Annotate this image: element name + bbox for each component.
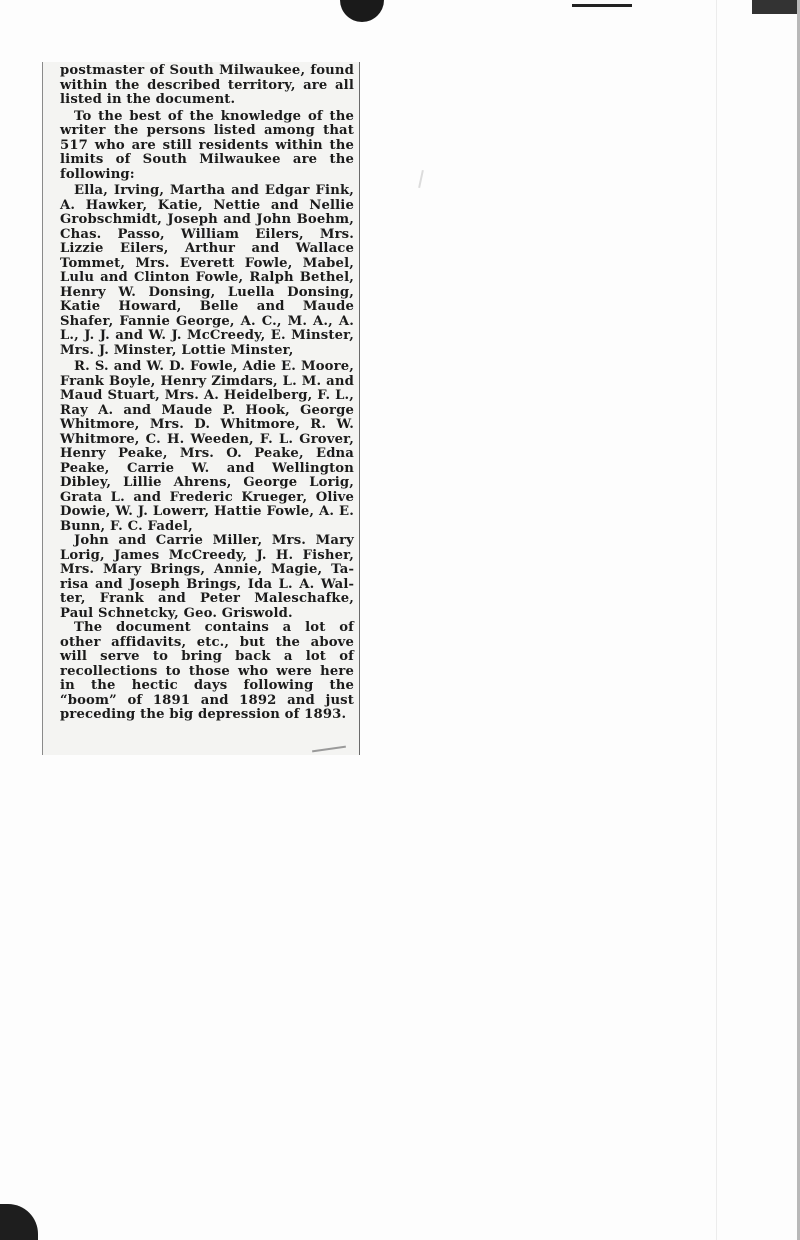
paragraph-1: postmaster of South Milwaukee, found within the described territory, are all listed in the document. bbox=[60, 63, 354, 107]
page-fold-line bbox=[716, 0, 717, 1240]
ink-mark-top bbox=[572, 4, 632, 7]
bleed-through-mark bbox=[418, 170, 424, 188]
paragraph-2: To the best of the knowledge of the writer the persons listed among that 517 who are still residents within the limits of South Milwaukee are the following: bbox=[60, 108, 354, 182]
paragraph-5: John and Carrie Miller, Mrs. Mary Lorig, James McCreedy, J. H. Fisher, Mrs. Mary Brings, Annie, Magie, Tarisa and Joseph Brings, Ida L. A. Walter, Frank and Peter Maleschafke, Paul Schnetcky, Geo. Griswold. bbox=[60, 533, 354, 621]
paragraph-3: Ella, Irving, Martha and Edgar Fink, A. Hawker, Katie, Nettie and Nellie Grobschmidt, Joseph and John Boehm, Chas. Passo, William Eilers, Mrs. Lizzie Eilers, Arthur and Wallace Tommet, Mrs. Everett Fowle, Mabel, Lulu and Clinton Fowle, Ralph Bethel, Henry W. Donsing, Luella Donsing, Katie Howard, Belle and Maude Shafer, Fannie George, A. C., M. A., A. L., J. J. and W. J. McCreedy, E. Minster, Mrs. J. Minster, Lottie Minster, bbox=[60, 183, 354, 358]
ink-mark-corner bbox=[752, 0, 800, 14]
paragraph-6: The document contains a lot of other affidavits, etc., but the above will serve to bring back a lot of recollections to those who were here in the hectic days following the “boom” of 1891 and 1892 and just preceding the big depression of 1893. bbox=[60, 620, 354, 722]
ink-blot-bottom bbox=[0, 1204, 38, 1240]
article-text bbox=[60, 64, 354, 723]
bleed-through-handwriting bbox=[373, 118, 388, 153]
paragraph-4: R. S. and W. D. Fowle, Adie E. Moore, Frank Boyle, Henry Zimdars, L. M. and Maud Stuart, Mrs. A. Heidelberg, F. L., Ray A. and Maude P. Hook, George Whitmore, Mrs. D. Whitmore, R. W. Whitmore, C. H. Weeden, F. L. Grover, Henry Peake, Mrs. O. Peake, Edna Peake, Carrie W. and Wellington Dibley, Lillie Ahrens, George Lorig, Grata L. and Frederic Krueger, Olive Dowie, W. J. Lowerr, Hattie Fowle, A. E. Bunn, F. C. Fadel, bbox=[60, 359, 354, 534]
ink-blot-top bbox=[340, 0, 384, 22]
